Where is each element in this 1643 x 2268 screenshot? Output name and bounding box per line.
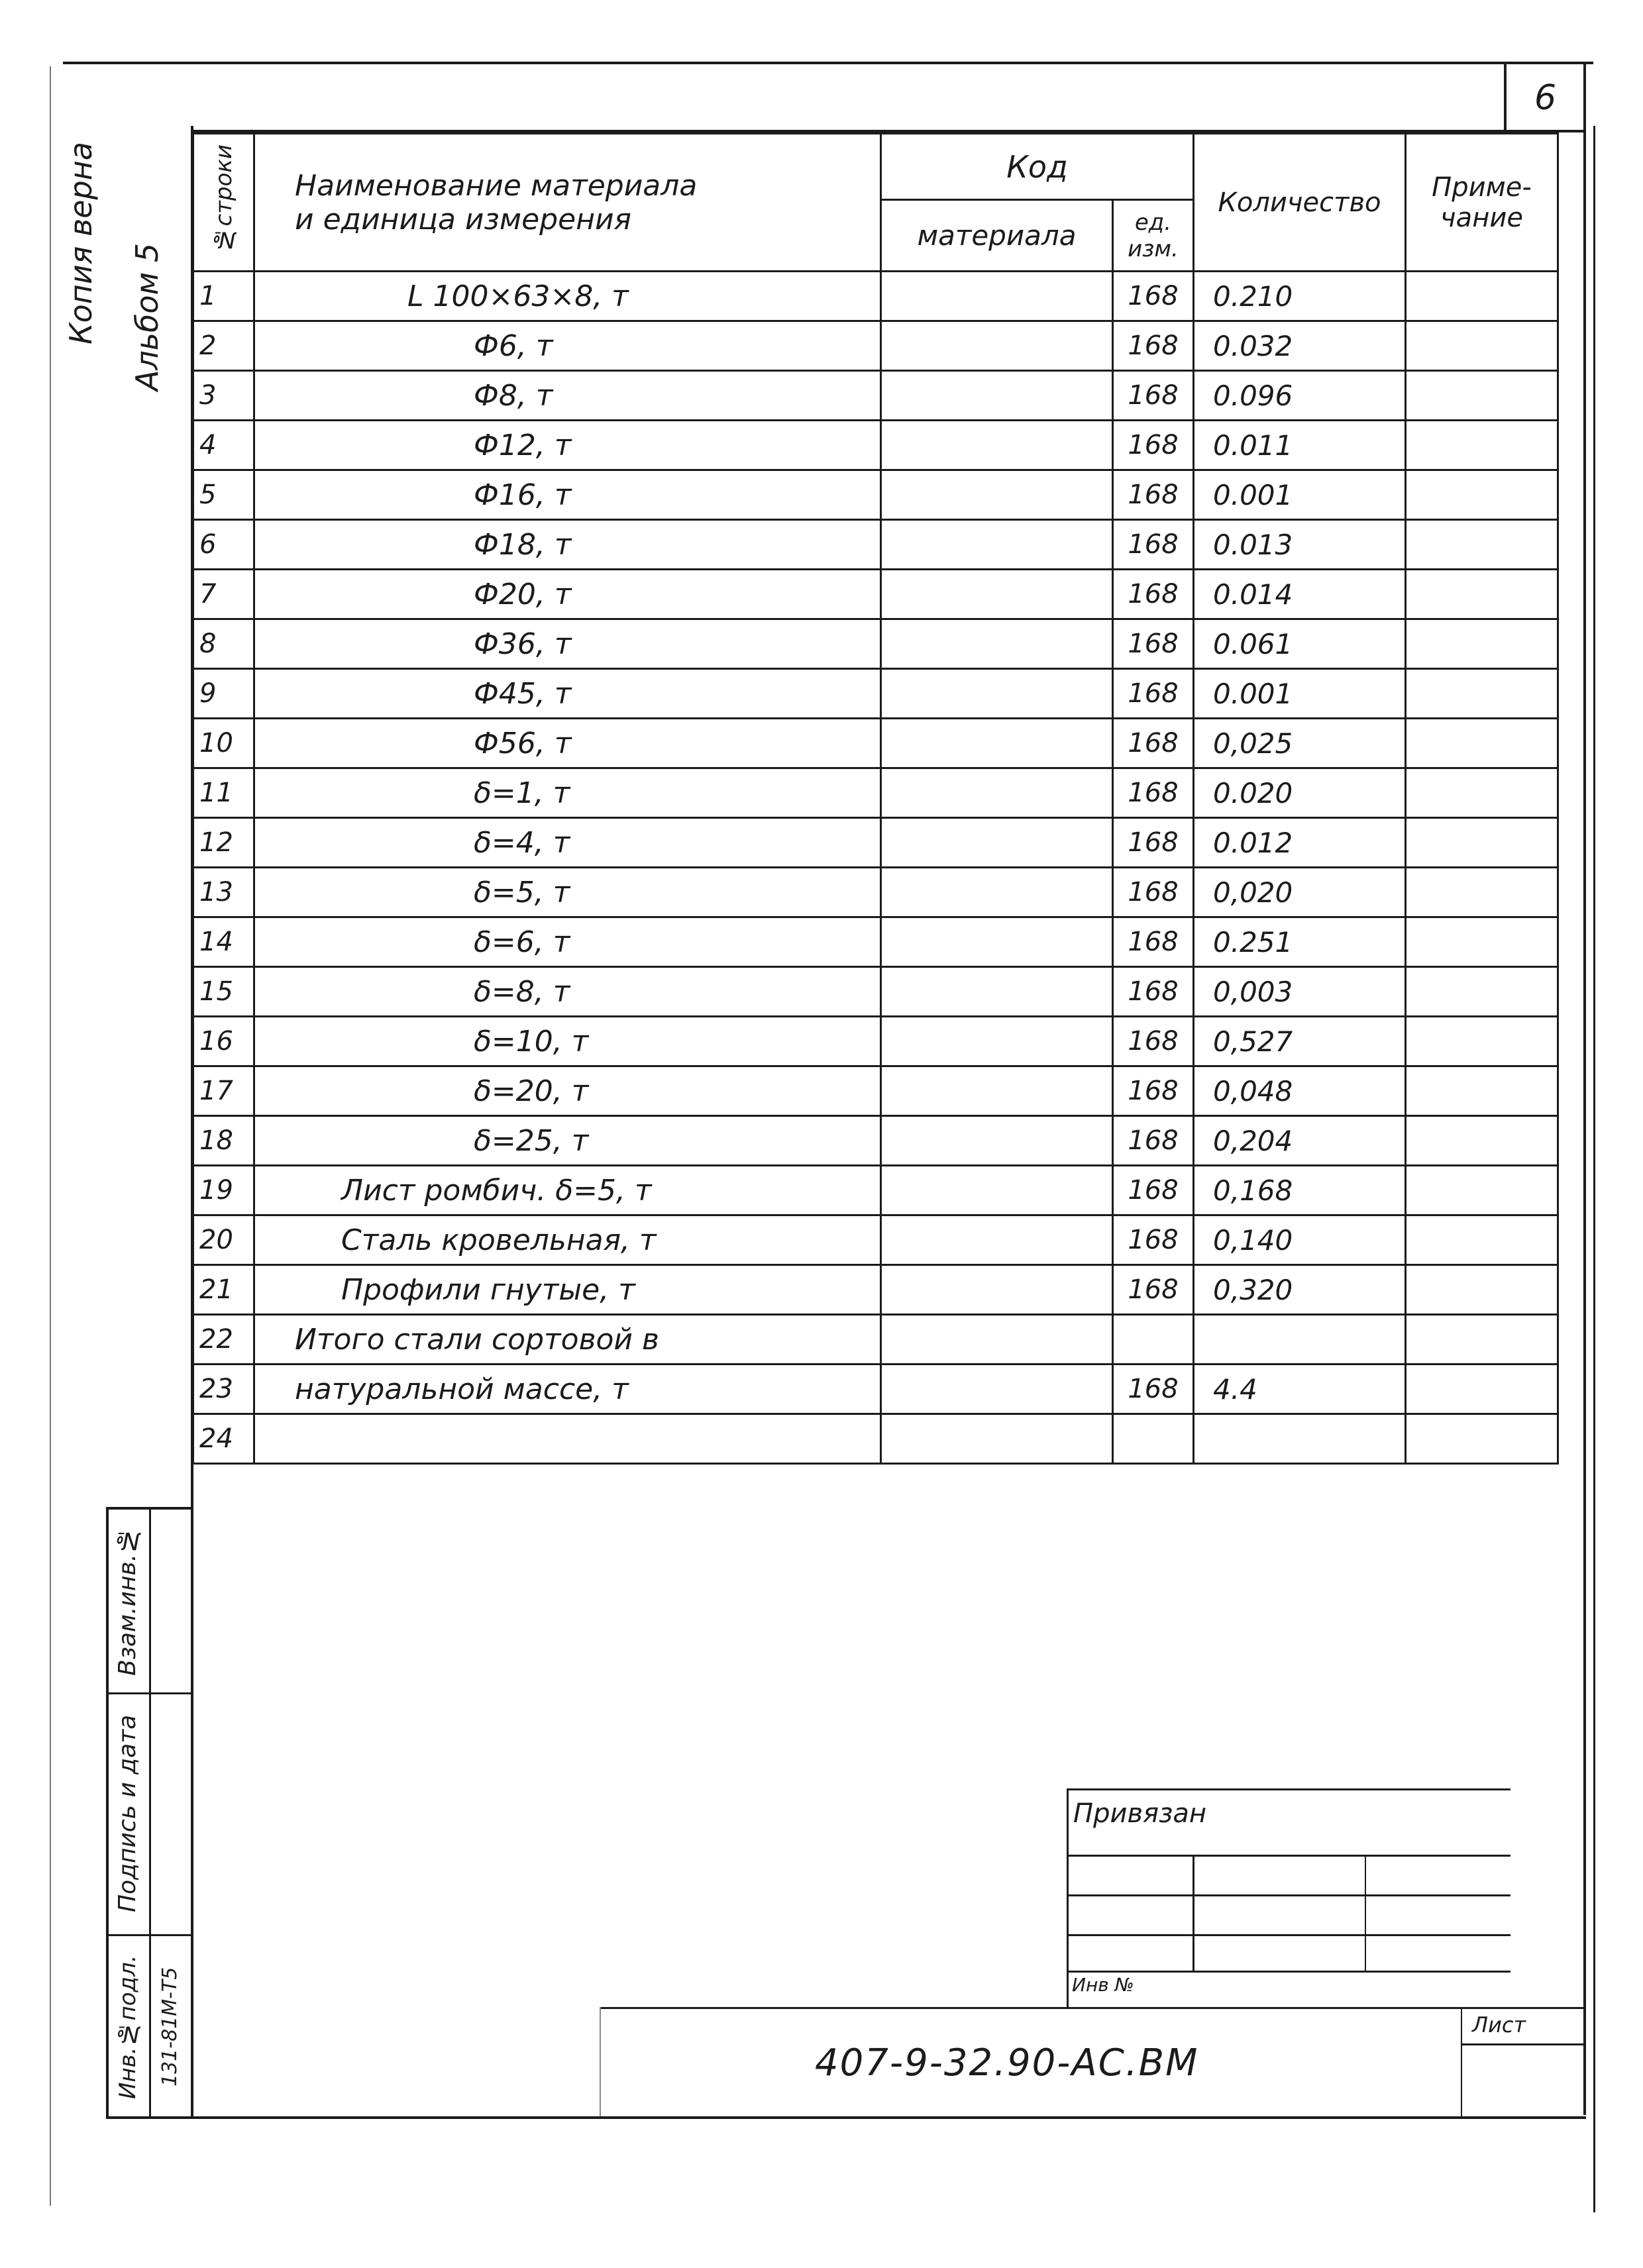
material-code bbox=[881, 619, 1113, 669]
table-row bbox=[193, 1066, 1558, 1116]
unit-code: 168 bbox=[1113, 1066, 1194, 1116]
unit-code bbox=[1113, 1414, 1194, 1464]
material-code bbox=[881, 1066, 1113, 1116]
quantity: 0.001 bbox=[1194, 669, 1406, 719]
material-name: Ф36, т bbox=[254, 619, 881, 669]
unit-code: 168 bbox=[1113, 520, 1194, 570]
note bbox=[1406, 619, 1558, 669]
title-bound-top bbox=[1067, 1788, 1510, 1790]
material-name: натуральной массе, т bbox=[254, 1365, 881, 1414]
side-stamp-inv-podl: Инв.№подл. bbox=[115, 1955, 141, 2099]
row-number: 10 bbox=[193, 719, 254, 768]
side-stamp-mid bbox=[149, 1507, 151, 2116]
unit-code: 168 bbox=[1113, 1215, 1194, 1265]
table-row bbox=[193, 669, 1558, 719]
quantity: 0.251 bbox=[1194, 917, 1406, 967]
material-name: Профили гнутые, т bbox=[254, 1265, 881, 1315]
note bbox=[1406, 1414, 1558, 1464]
material-code bbox=[881, 719, 1113, 768]
code-box-left bbox=[600, 2007, 601, 2116]
title-bound-col1 bbox=[1192, 1855, 1194, 1971]
note bbox=[1406, 1315, 1558, 1365]
material-name bbox=[254, 1414, 881, 1464]
row-number: 8 bbox=[193, 619, 254, 669]
table-row bbox=[193, 619, 1558, 669]
table-row bbox=[193, 570, 1558, 619]
material-name: Ф18, т bbox=[254, 520, 881, 570]
unit-code: 168 bbox=[1113, 272, 1194, 321]
material-name: Ф8, т bbox=[254, 371, 881, 421]
row-number: 24 bbox=[193, 1414, 254, 1464]
material-code bbox=[881, 570, 1113, 619]
material-code bbox=[881, 1365, 1113, 1414]
unit-code: 168 bbox=[1113, 818, 1194, 868]
quantity: 0.012 bbox=[1194, 818, 1406, 868]
table-row bbox=[193, 321, 1558, 371]
material-name: Лист ромбич. δ=5, т bbox=[254, 1166, 881, 1215]
quantity: 0.013 bbox=[1194, 520, 1406, 570]
material-name: Ф6, т bbox=[254, 321, 881, 371]
side-stamp-top bbox=[106, 1507, 192, 1510]
table-row bbox=[193, 272, 1558, 321]
table-row bbox=[193, 520, 1558, 570]
unit-code bbox=[1113, 1315, 1194, 1365]
unit-code: 168 bbox=[1113, 1365, 1194, 1414]
note bbox=[1406, 371, 1558, 421]
material-code bbox=[881, 470, 1113, 520]
page-number: 6 bbox=[1534, 78, 1557, 118]
material-name: δ=10, т bbox=[254, 1017, 881, 1066]
quantity: 0.014 bbox=[1194, 570, 1406, 619]
table-row bbox=[193, 1215, 1558, 1265]
row-number: 6 bbox=[193, 520, 254, 570]
unit-code: 168 bbox=[1113, 371, 1194, 421]
table-row bbox=[193, 470, 1558, 520]
unit-code: 168 bbox=[1113, 619, 1194, 669]
title-bound-left bbox=[1067, 1788, 1069, 2007]
quantity: 0.096 bbox=[1194, 371, 1406, 421]
material-code bbox=[881, 371, 1113, 421]
code-box-top bbox=[600, 2007, 1583, 2009]
note bbox=[1406, 669, 1558, 719]
material-code bbox=[881, 1315, 1113, 1365]
frame-top bbox=[63, 62, 1593, 64]
quantity: 0,140 bbox=[1194, 1215, 1406, 1265]
note bbox=[1406, 470, 1558, 520]
note bbox=[1406, 967, 1558, 1017]
unit-code: 168 bbox=[1113, 768, 1194, 818]
row-number: 5 bbox=[193, 470, 254, 520]
title-bound-row4 bbox=[1067, 1971, 1510, 1973]
row-number: 3 bbox=[193, 371, 254, 421]
row-number: 15 bbox=[193, 967, 254, 1017]
title-bound-row1 bbox=[1067, 1855, 1510, 1857]
row-number: 14 bbox=[193, 917, 254, 967]
material-code bbox=[881, 520, 1113, 570]
material-name: Ф20, т bbox=[254, 570, 881, 619]
table-row bbox=[193, 1265, 1558, 1315]
copy-note: Копия верна bbox=[63, 142, 99, 344]
album-label: Альбом 5 bbox=[129, 242, 165, 391]
material-name: Ф16, т bbox=[254, 470, 881, 520]
row-number: 12 bbox=[193, 818, 254, 868]
material-code bbox=[881, 967, 1113, 1017]
material-name: δ=5, т bbox=[254, 868, 881, 917]
row-number: 23 bbox=[193, 1365, 254, 1414]
material-name: Сталь кровельная, т bbox=[254, 1215, 881, 1265]
material-name: Итого стали сортовой в bbox=[254, 1315, 881, 1365]
note bbox=[1406, 768, 1558, 818]
row-number: 2 bbox=[193, 321, 254, 371]
side-stamp-vzam: Взам.инв.№ bbox=[114, 1526, 141, 1676]
page-number-box-divider bbox=[1504, 62, 1507, 131]
sheet-label: Лист bbox=[1472, 2012, 1526, 2037]
frame-bottom bbox=[106, 2116, 1586, 2119]
quantity: 0,025 bbox=[1194, 719, 1406, 768]
table-row bbox=[193, 1365, 1558, 1414]
material-code bbox=[881, 1017, 1113, 1066]
material-code bbox=[881, 768, 1113, 818]
unit-code: 168 bbox=[1113, 321, 1194, 371]
note bbox=[1406, 1116, 1558, 1166]
material-code bbox=[881, 917, 1113, 967]
note bbox=[1406, 1365, 1558, 1414]
note bbox=[1406, 1017, 1558, 1066]
unit-code: 168 bbox=[1113, 967, 1194, 1017]
material-spec-table bbox=[192, 132, 1559, 1465]
row-number: 7 bbox=[193, 570, 254, 619]
table-row bbox=[193, 917, 1558, 967]
note bbox=[1406, 719, 1558, 768]
frame-right-inner bbox=[1583, 62, 1586, 2115]
code-box-sheet-line bbox=[1461, 2043, 1583, 2045]
row-number: 16 bbox=[193, 1017, 254, 1066]
material-name: Ф45, т bbox=[254, 669, 881, 719]
title-bound-row3 bbox=[1067, 1934, 1510, 1936]
unit-code: 168 bbox=[1113, 1017, 1194, 1066]
row-number: 17 bbox=[193, 1066, 254, 1116]
note bbox=[1406, 868, 1558, 917]
header-name: Наименование материала и единица измерения bbox=[254, 134, 881, 272]
unit-code: 168 bbox=[1113, 470, 1194, 520]
quantity: 0.020 bbox=[1194, 768, 1406, 818]
table-row bbox=[193, 1017, 1558, 1066]
material-code bbox=[881, 818, 1113, 868]
note bbox=[1406, 917, 1558, 967]
header-material: материала bbox=[881, 200, 1113, 272]
note bbox=[1406, 321, 1558, 371]
row-number: 18 bbox=[193, 1116, 254, 1166]
quantity: 0,320 bbox=[1194, 1265, 1406, 1315]
note bbox=[1406, 570, 1558, 619]
material-code bbox=[881, 1166, 1113, 1215]
title-bound-label: Привязан bbox=[1073, 1798, 1207, 1829]
unit-code: 168 bbox=[1113, 421, 1194, 470]
quantity: 0,527 bbox=[1194, 1017, 1406, 1066]
quantity: 0,204 bbox=[1194, 1116, 1406, 1166]
material-name: δ=1, т bbox=[254, 768, 881, 818]
frame-right-outer bbox=[1593, 126, 1595, 2212]
table-row bbox=[193, 421, 1558, 470]
unit-code: 168 bbox=[1113, 1116, 1194, 1166]
material-code bbox=[881, 321, 1113, 371]
material-name: Ф56, т bbox=[254, 719, 881, 768]
row-number: 13 bbox=[193, 868, 254, 917]
side-stamp-left bbox=[106, 1507, 109, 2116]
unit-code: 168 bbox=[1113, 570, 1194, 619]
header-row-no: №строки bbox=[193, 134, 254, 272]
table-row bbox=[193, 1315, 1558, 1365]
table-row bbox=[193, 818, 1558, 868]
code-box-sheet-div bbox=[1461, 2007, 1462, 2116]
table-row bbox=[193, 1116, 1558, 1166]
header-quantity: Количество bbox=[1194, 134, 1406, 272]
header-note: Приме- чание bbox=[1406, 134, 1558, 272]
note bbox=[1406, 520, 1558, 570]
table-row bbox=[193, 371, 1558, 421]
header-unit: ед. изм. bbox=[1113, 200, 1194, 272]
quantity bbox=[1194, 1414, 1406, 1464]
quantity: 0,048 bbox=[1194, 1066, 1406, 1116]
material-code bbox=[881, 1265, 1113, 1315]
row-number: 19 bbox=[193, 1166, 254, 1215]
note bbox=[1406, 818, 1558, 868]
unit-code: 168 bbox=[1113, 917, 1194, 967]
row-number: 22 bbox=[193, 1315, 254, 1365]
note bbox=[1406, 1215, 1558, 1265]
material-name: δ=8, т bbox=[254, 967, 881, 1017]
quantity: 4.4 bbox=[1194, 1365, 1406, 1414]
unit-code: 168 bbox=[1113, 669, 1194, 719]
title-bound-row2 bbox=[1067, 1894, 1510, 1896]
quantity: 0.061 bbox=[1194, 619, 1406, 669]
table-row bbox=[193, 1414, 1558, 1464]
material-code bbox=[881, 1414, 1113, 1464]
quantity: 0,020 bbox=[1194, 868, 1406, 917]
row-number: 1 bbox=[193, 272, 254, 321]
material-name: δ=20, т bbox=[254, 1066, 881, 1116]
table-row bbox=[193, 1166, 1558, 1215]
table-row bbox=[193, 967, 1558, 1017]
material-code bbox=[881, 1116, 1113, 1166]
quantity: 0,003 bbox=[1194, 967, 1406, 1017]
side-stamp-signature: Подпись и дата bbox=[114, 1714, 141, 1912]
document-code: 407-9-32.90-АС.ВМ bbox=[815, 2041, 1199, 2085]
material-code bbox=[881, 421, 1113, 470]
quantity: 0.001 bbox=[1194, 470, 1406, 520]
note bbox=[1406, 1265, 1558, 1315]
table-row bbox=[193, 868, 1558, 917]
material-name: δ=6, т bbox=[254, 917, 881, 967]
quantity: 0.032 bbox=[1194, 321, 1406, 371]
side-stamp-div1 bbox=[106, 1692, 192, 1694]
table-row bbox=[193, 768, 1558, 818]
unit-code: 168 bbox=[1113, 868, 1194, 917]
quantity: 0.011 bbox=[1194, 421, 1406, 470]
note bbox=[1406, 1066, 1558, 1116]
unit-code: 168 bbox=[1113, 1265, 1194, 1315]
quantity: 0,168 bbox=[1194, 1166, 1406, 1215]
note bbox=[1406, 421, 1558, 470]
table-row bbox=[193, 719, 1558, 768]
material-name: Ф12, т bbox=[254, 421, 881, 470]
row-number: 20 bbox=[193, 1215, 254, 1265]
side-stamp-inv-value: 131-81М-Т5 bbox=[158, 1967, 182, 2087]
material-name: δ=4, т bbox=[254, 818, 881, 868]
note bbox=[1406, 272, 1558, 321]
title-bound-col2 bbox=[1365, 1855, 1366, 1971]
frame-left-margin bbox=[50, 66, 51, 2206]
material-code bbox=[881, 669, 1113, 719]
unit-code: 168 bbox=[1113, 719, 1194, 768]
row-number: 11 bbox=[193, 768, 254, 818]
row-number: 21 bbox=[193, 1265, 254, 1315]
quantity bbox=[1194, 1315, 1406, 1365]
material-code bbox=[881, 272, 1113, 321]
quantity: 0.210 bbox=[1194, 272, 1406, 321]
row-number: 9 bbox=[193, 669, 254, 719]
unit-code: 168 bbox=[1113, 1166, 1194, 1215]
side-stamp-div2 bbox=[106, 1934, 192, 1936]
material-code bbox=[881, 868, 1113, 917]
material-name: δ=25, т bbox=[254, 1116, 881, 1166]
note bbox=[1406, 1166, 1558, 1215]
material-code bbox=[881, 1215, 1113, 1265]
row-number: 4 bbox=[193, 421, 254, 470]
title-inv-label: Инв № bbox=[1072, 1974, 1134, 1996]
material-name: L 100×63×8, т bbox=[254, 272, 881, 321]
header-code: Код bbox=[881, 134, 1194, 200]
